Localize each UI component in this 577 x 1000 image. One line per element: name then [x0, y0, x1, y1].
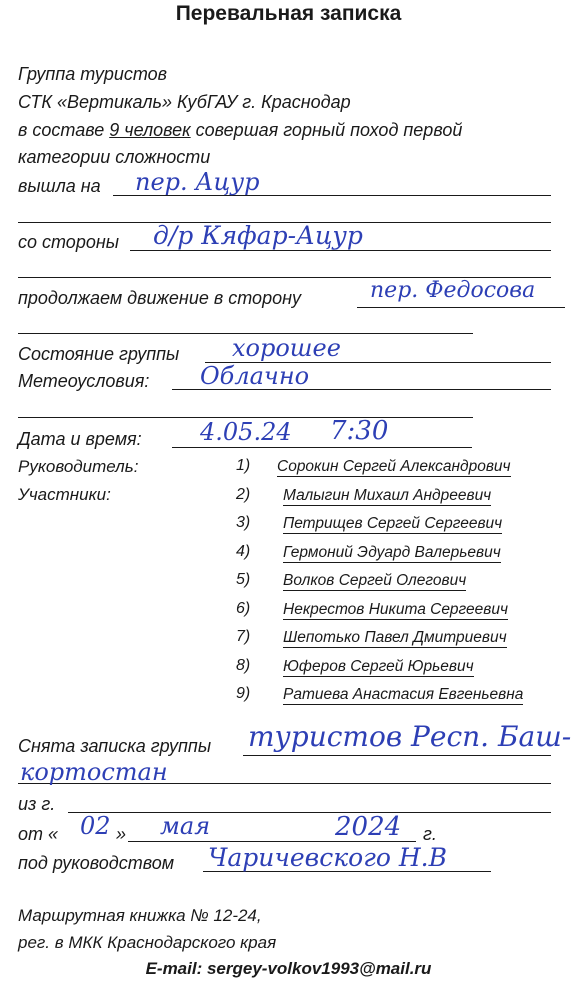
side-value: д/р Кяфар-Ацур [153, 221, 363, 250]
participant-name: Волков Сергей Олегович [283, 572, 467, 589]
date-mid: » [116, 824, 127, 844]
datetime-time: 7:30 [330, 416, 389, 446]
participant-name: Шепотько Павел Дмитриевич [283, 629, 507, 646]
removal-label: Снята записка группы [18, 736, 212, 756]
state-value: хорошее [232, 334, 341, 362]
removal-year: 2024 [335, 812, 402, 842]
datetime-field-line [172, 447, 472, 448]
exit-value: пер. Ацур [135, 168, 260, 196]
from-city-label: из г. [18, 794, 56, 814]
direction-value: пер. Федосова [370, 278, 536, 303]
group-size: 9 человек [109, 120, 191, 140]
weather-label: Метеоусловия: [18, 371, 150, 391]
removal-field-line [243, 755, 551, 756]
leader-label: Руководитель: [18, 457, 139, 476]
direction-field-line [357, 307, 565, 308]
participant-number: 6) [236, 600, 251, 617]
state-label: Состояние группы [18, 344, 180, 364]
participant-number: 4) [236, 543, 251, 560]
participants-label: Участники: [18, 485, 111, 504]
participant-name: Петрищев Сергей Сергеевич [283, 515, 503, 532]
participant-name: Малыгин Михаил Андреевич [283, 487, 492, 504]
participant-number: 1) [236, 457, 251, 474]
date-prefix: от « [18, 824, 59, 844]
participant-number: 3) [236, 514, 251, 531]
participant-number: 9) [236, 685, 251, 702]
participant-number: 5) [236, 571, 251, 588]
removal-month: мая [160, 812, 211, 840]
date-suffix: г. [423, 824, 437, 844]
side-field-line [130, 250, 551, 251]
participant-number: 7) [236, 628, 251, 645]
intro-line-3: в составе 9 человек совершая горный поход первой [18, 120, 463, 140]
contact-email: E-mail: sergey-volkov1993@mail.ru [145, 959, 432, 978]
page-title: Перевальная записка [175, 2, 402, 25]
from-city-line [68, 812, 551, 813]
registration: рег. в МКК Краснодарского края [18, 933, 277, 952]
participant-name: Юферов Сергей Юрьевич [283, 658, 474, 675]
route-book: Маршрутная книжка № 12-24, [18, 906, 262, 925]
participant-number: 2) [236, 486, 251, 503]
intro-line-1: Группа туристов [18, 64, 168, 84]
removal-day: 02 [80, 812, 111, 840]
datetime-date: 4.05.24 [200, 418, 292, 446]
side-label: со стороны [18, 232, 119, 252]
participant-name: Гермоний Эдуард Валерьевич [283, 544, 501, 561]
participant-name: Некрестов Никита Сергеевич [283, 601, 508, 618]
removal-value-line-2: кортостан [20, 758, 168, 786]
leader-name: Сорокин Сергей Александрович [277, 458, 511, 475]
participant-number: 8) [236, 657, 251, 674]
participant-name: Ратиева Анастасия Евгеньевна [283, 686, 524, 703]
datetime-label: Дата и время: [18, 429, 142, 449]
removal-leader-value: Чаричевского Н.В [208, 843, 447, 872]
removal-value-line-1: туристов Респ. Баш- [248, 720, 572, 753]
intro-line-4: категории сложности [18, 147, 211, 167]
exit-label: вышла на [18, 176, 101, 196]
removal-leader-label: под руководством [18, 853, 175, 873]
intro-line-2: СТК «Вертикаль» КубГАУ г. Краснодар [18, 92, 351, 112]
weather-value: Облачно [200, 362, 310, 390]
direction-label: продолжаем движение в сторону [18, 288, 301, 308]
